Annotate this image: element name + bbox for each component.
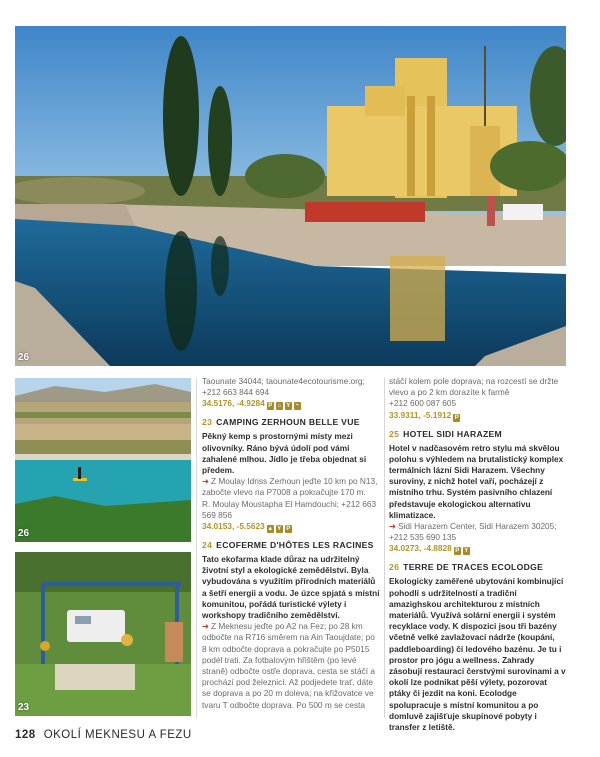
continued-directions: stáčí kolem pole doprava; na rozcestí se držte vlevo a po 2 km dorazíte k farmě xyxy=(389,376,559,398)
entry-26-title: 26 TERRE DE TRACES ECOLODGE xyxy=(389,562,544,573)
entry-26-description: Ekologicky zaměřené ubytování kombinující pohodlí s udržitelností a tradiční amazighskou architekturou z místních materiálů. Využívá solární energii i systém recyklace vody. K dispozici jsou tři bazény včetně velké zavlažovací nádrže (koupání, paddleboarding) či ledového bazénu. Je tu i prostor pro jógu a wellness. Zahrady zásobují restauraci čerstvými surovinami a v okolí lze podnikat pěší výlety, pozorovat ptáky či jezdit na koni. Ecolodge spolupracuje s místní komunitou a po domluvě zajišťuje skupinové pobyty i transfer z letiště. xyxy=(389,576,566,733)
restaurant-icon: Y xyxy=(464,548,469,555)
parking-icon: P xyxy=(455,548,460,555)
restaurant-icon: Y xyxy=(286,403,291,410)
column-divider xyxy=(196,378,197,718)
photo-campsite-garden xyxy=(15,552,191,716)
entry-23-title: 23 CAMPING ZERHOUN BELLE VUE xyxy=(202,417,360,428)
parking-icon: P xyxy=(286,526,291,533)
middle-column xyxy=(202,376,380,711)
page-number: 128 xyxy=(15,729,36,741)
camping-icon: ▲ xyxy=(267,526,274,533)
arrow-right-icon: ➜ xyxy=(389,521,396,532)
entry-25-title: 25 HOTEL SIDI HARAZEM xyxy=(389,428,502,439)
pool-icon: ~ xyxy=(295,403,299,410)
entry-24-description: Tato ekofarma klade důraz na udržitelný životní styl a ekologické zemědělství. Byla vybudována s využitím přírodních materiálů a šetří energii a vodu. Je úzce spjatá s místní komunitou, pořádá turistické výlety i workshopy tradičního zemědělství. xyxy=(202,554,380,621)
photo-reservoir-paddleboard xyxy=(15,378,191,542)
right-column xyxy=(389,376,567,733)
entry-25-description: Hotel v nadčasovém retro stylu má skvělou polohu s výhledem na brutalistický komplex termálních lázní Sidi Harazem. Všechny suroviny, z nichž hotel vaří, pocházejí z místního trhu. Systém pasivního chlazení představuje ekologickou alternativu klimatizace. xyxy=(389,442,564,520)
continued-contact: Taounate 34044; taounate4ecotourisme.org; +212 663 844 694 xyxy=(202,376,365,398)
page-footer xyxy=(15,729,192,741)
photo-number: 26 xyxy=(18,528,30,539)
gps-coordinates: 33.9311, -5.1912 P xyxy=(389,409,459,421)
chapter-title: OKOLÍ MEKNESU A FEZU xyxy=(43,729,192,741)
restaurant-icon: Y xyxy=(277,526,282,533)
entry-23-directions: ➜ Z Moulay Idriss Zerhoun jeďte 10 km po N13, zabočte vlevo na P7008 a pokračujte 170 m. xyxy=(202,476,378,498)
entry-23-description: Pěkný kemp s prostornými místy mezi olivovníky. Ráno bývá údolí pod vámi zahalené mlhou. Jídlo je třeba objednat si předem. xyxy=(202,431,367,476)
entry-24-directions: ➜ Z Meknesu jeďte po A2 na Fez; po 28 km odbočte na R716 směrem na Ain Taoujdate; po 8 km odbočte doprava a pokračujte po P5015 podél trati. Za fotbalovým hřištěm (po levé straně) odbočte ostře doprava, cesta se stáčí a prochází pod železnicí. Až podjedete trať, dáte se doprava a po 20 m doleva; na křižovatce ve tvaru T odbočte doprava. Po 500 m se cesta xyxy=(202,621,375,710)
photo-number: 26 xyxy=(18,352,30,363)
column-divider xyxy=(384,378,385,718)
photo-number: 23 xyxy=(18,702,30,713)
continued-contact: +212 600 087 605 xyxy=(389,398,457,409)
hero-photo-ecolodge-pool xyxy=(15,26,566,366)
accommodation-icon: ⌂ xyxy=(277,403,282,410)
gps-coordinates: 34.0153, -5.5623 ▲ Y P xyxy=(202,521,291,533)
gps-coordinates: 34.0273, -4.8828 P Y xyxy=(389,543,469,555)
entry-23-contact: R. Moulay Moustapha El Hamdouchi; +212 663 569 856 xyxy=(202,498,377,520)
entry-24-title: 24 ECOFERME D'HÔTES LES RACINES xyxy=(202,540,374,551)
arrow-right-icon: ➜ xyxy=(202,476,209,487)
entry-25-directions: ➜ Sidi Harazem Center, Sidi Harazem 30205; +212 535 690 135 xyxy=(389,521,557,543)
arrow-right-icon: ➜ xyxy=(202,621,209,632)
gps-coordinates: 34.5176, -4.9284 P ⌂ Y ~ xyxy=(202,398,299,410)
parking-icon: P xyxy=(268,403,273,410)
parking-icon: P xyxy=(454,414,459,421)
